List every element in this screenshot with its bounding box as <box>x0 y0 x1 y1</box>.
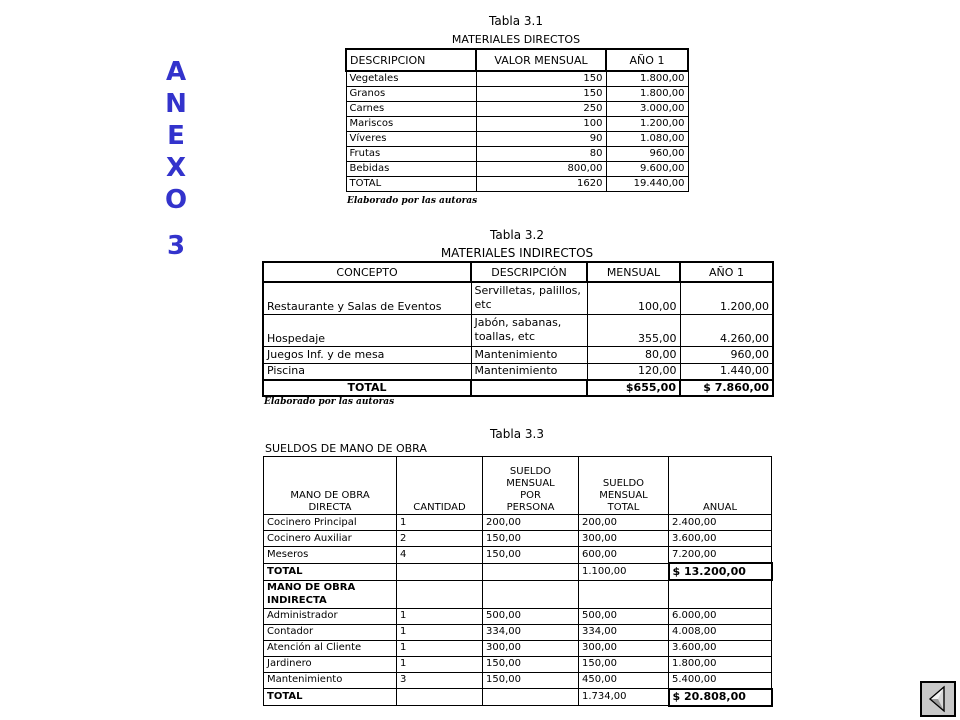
cell: Cocinero Principal <box>264 515 397 531</box>
annex-label <box>160 56 192 262</box>
table-row <box>346 132 688 147</box>
cell <box>397 563 483 580</box>
cell: 250 <box>476 102 606 117</box>
annex-letter: A <box>165 57 187 87</box>
cell: Juegos Inf. y de mesa <box>263 346 471 363</box>
cell: 150,00 <box>483 672 579 689</box>
table-row <box>264 656 772 672</box>
cell: Servilletas, palillos, etc <box>471 282 587 314</box>
cell: $ 7.860,00 <box>680 380 773 396</box>
cell: 3.600,00 <box>669 531 772 547</box>
cell <box>397 580 483 608</box>
column-header: MANO DE OBRA DIRECTA <box>264 457 397 515</box>
table-row <box>346 162 688 177</box>
cell <box>471 380 587 396</box>
annex-number: 3 <box>166 231 186 261</box>
cell: 80,00 <box>587 346 680 363</box>
cell: Meseros <box>264 547 397 564</box>
cell: $655,00 <box>587 380 680 396</box>
cell: Mariscos <box>346 117 476 132</box>
cell: 1.800,00 <box>606 87 688 102</box>
cell: Granos <box>346 87 476 102</box>
table-row <box>346 102 688 117</box>
table-sueldos <box>263 456 773 707</box>
cell: 90 <box>476 132 606 147</box>
table-materiales-indirectos <box>262 261 774 397</box>
table-row <box>346 117 688 132</box>
column-header: SUELDO MENSUAL POR PERSONA <box>483 457 579 515</box>
cell: 800,00 <box>476 162 606 177</box>
cell: TOTAL <box>264 563 397 580</box>
cell: 1.440,00 <box>680 363 773 380</box>
cell: Hospedaje <box>263 314 471 346</box>
table-header-row <box>264 457 772 515</box>
back-arrow-icon <box>922 683 954 715</box>
cell: 150,00 <box>579 656 669 672</box>
cell: 200,00 <box>579 515 669 531</box>
table3-title: SUELDOS DE MANO DE OBRA <box>265 442 427 455</box>
cell: Jardinero <box>264 656 397 672</box>
table-row <box>346 87 688 102</box>
cell: 1 <box>397 515 483 531</box>
table-row <box>263 363 773 380</box>
cell: Bebidas <box>346 162 476 177</box>
cell: 1.200,00 <box>680 282 773 314</box>
column-header: CONCEPTO <box>263 262 471 282</box>
column-header: MENSUAL <box>587 262 680 282</box>
table-total-row <box>346 177 688 192</box>
cell: Restaurante y Salas de Eventos <box>263 282 471 314</box>
cell: 3 <box>397 672 483 689</box>
cell: 1.080,00 <box>606 132 688 147</box>
column-header: DESCRIPCION <box>346 49 476 71</box>
cell: Contador <box>264 624 397 640</box>
cell: Mantenimiento <box>471 346 587 363</box>
cell: 150,00 <box>483 547 579 564</box>
cell: Piscina <box>263 363 471 380</box>
cell: TOTAL <box>346 177 476 192</box>
cell: 4.260,00 <box>680 314 773 346</box>
cell: Atención al Cliente <box>264 640 397 656</box>
cell: Mantenimiento <box>471 363 587 380</box>
column-header: AÑO 1 <box>606 49 688 71</box>
cell: Víveres <box>346 132 476 147</box>
cell: 355,00 <box>587 314 680 346</box>
cell <box>483 563 579 580</box>
table-row <box>264 672 772 689</box>
cell: 4.008,00 <box>669 624 772 640</box>
cell: 300,00 <box>579 531 669 547</box>
cell: 450,00 <box>579 672 669 689</box>
cell: $ 13.200,00 <box>669 563 772 580</box>
cell: 1 <box>397 640 483 656</box>
table1-caption: Tabla 3.1 <box>489 14 543 28</box>
table-row <box>264 624 772 640</box>
cell <box>579 580 669 608</box>
column-header: VALOR MENSUAL <box>476 49 606 71</box>
cell: $ 20.808,00 <box>669 689 772 706</box>
table3-caption: Tabla 3.3 <box>490 427 544 441</box>
cell: Administrador <box>264 608 397 624</box>
cell: 9.600,00 <box>606 162 688 177</box>
cell: 1.200,00 <box>606 117 688 132</box>
table-materiales-directos <box>345 48 689 192</box>
cell: Mantenimiento <box>264 672 397 689</box>
cell: 5.400,00 <box>669 672 772 689</box>
column-header: ANUAL <box>669 457 772 515</box>
table-row <box>346 71 688 87</box>
table-total-row <box>263 380 773 396</box>
annex-letter: E <box>167 121 185 151</box>
cell: 600,00 <box>579 547 669 564</box>
cell: 200,00 <box>483 515 579 531</box>
section-label: MANO DE OBRA INDIRECTA <box>264 580 397 608</box>
cell: 500,00 <box>579 608 669 624</box>
annex-letter: O <box>164 185 188 215</box>
annex-letter: N <box>165 89 187 119</box>
column-header: DESCRIPCIÓN <box>471 262 587 282</box>
cell: 500,00 <box>483 608 579 624</box>
cell: 1 <box>397 608 483 624</box>
cell: 300,00 <box>483 640 579 656</box>
cell: 150,00 <box>483 531 579 547</box>
cell: 150 <box>476 71 606 87</box>
table-row <box>264 531 772 547</box>
cell: 6.000,00 <box>669 608 772 624</box>
cell: Frutas <box>346 147 476 162</box>
cell: 3.600,00 <box>669 640 772 656</box>
table-row <box>263 346 773 363</box>
cell <box>397 689 483 706</box>
cell: 2.400,00 <box>669 515 772 531</box>
table1-title: MATERIALES DIRECTOS <box>451 33 581 46</box>
cell: 150 <box>476 87 606 102</box>
cell: 1.800,00 <box>669 656 772 672</box>
cell: Vegetales <box>346 71 476 87</box>
cell: 1.100,00 <box>579 563 669 580</box>
table-row <box>264 515 772 531</box>
table-header-row <box>346 49 688 71</box>
column-header: CANTIDAD <box>397 457 483 515</box>
cell: 1.734,00 <box>579 689 669 706</box>
cell: 334,00 <box>579 624 669 640</box>
cell: 1 <box>397 656 483 672</box>
cell: 100 <box>476 117 606 132</box>
annex-letter: X <box>165 153 187 183</box>
cell: Carnes <box>346 102 476 117</box>
cell: 1.800,00 <box>606 71 688 87</box>
table1-note: Elaborado por las autoras <box>347 196 478 206</box>
cell <box>669 580 772 608</box>
table-row <box>264 608 772 624</box>
cell: 2 <box>397 531 483 547</box>
cell: 334,00 <box>483 624 579 640</box>
table2-title: MATERIALES INDIRECTOS <box>440 246 594 260</box>
column-header: AÑO 1 <box>680 262 773 282</box>
cell: 3.000,00 <box>606 102 688 117</box>
cell: 960,00 <box>680 346 773 363</box>
table2-note: Elaborado por las autoras <box>264 397 395 407</box>
cell: 7.200,00 <box>669 547 772 564</box>
back-button[interactable] <box>920 681 956 717</box>
table-row <box>346 147 688 162</box>
table-section-row <box>264 580 772 608</box>
cell: 80 <box>476 147 606 162</box>
cell: 120,00 <box>587 363 680 380</box>
cell <box>483 689 579 706</box>
table-row <box>263 314 773 346</box>
cell: 1620 <box>476 177 606 192</box>
column-header: SUELDO MENSUAL TOTAL <box>579 457 669 515</box>
table-row <box>264 640 772 656</box>
cell: 300,00 <box>579 640 669 656</box>
table-row <box>264 547 772 564</box>
cell: TOTAL <box>264 689 397 706</box>
cell: 100,00 <box>587 282 680 314</box>
cell <box>483 580 579 608</box>
cell: 4 <box>397 547 483 564</box>
table2-caption: Tabla 3.2 <box>490 228 544 242</box>
table-total-row <box>264 689 772 706</box>
cell: Jabón, sabanas, toallas, etc <box>471 314 587 346</box>
table-header-row <box>263 262 773 282</box>
table-row <box>263 282 773 314</box>
cell: 960,00 <box>606 147 688 162</box>
cell: Cocinero Auxiliar <box>264 531 397 547</box>
table-total-row <box>264 563 772 580</box>
cell: TOTAL <box>263 380 471 396</box>
cell: 1 <box>397 624 483 640</box>
cell: 19.440,00 <box>606 177 688 192</box>
cell: 150,00 <box>483 656 579 672</box>
